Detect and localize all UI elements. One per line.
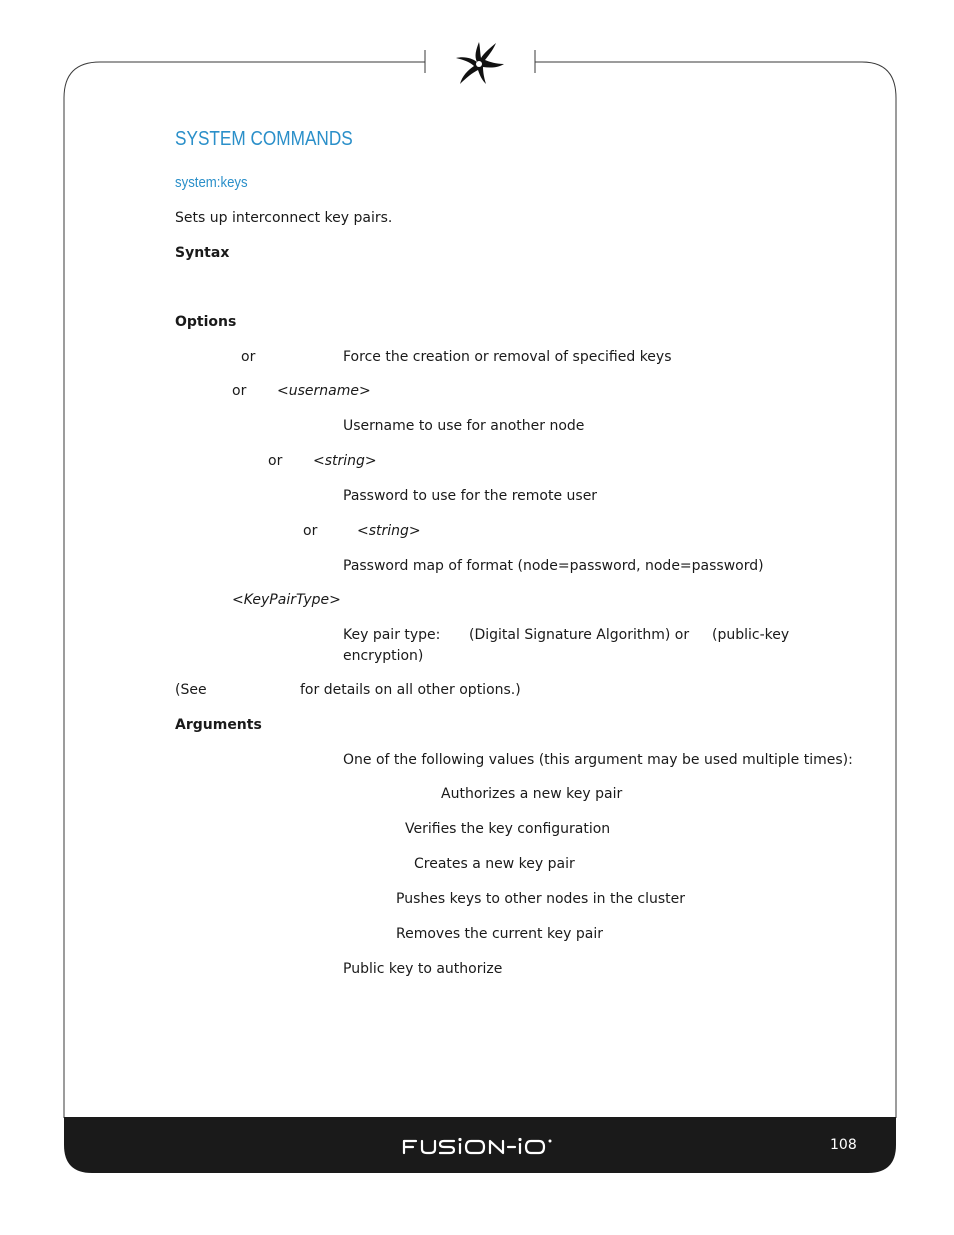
option-force-description: Force the creation or removal of specified keys: [343, 349, 672, 365]
option-user-arg: <username>: [277, 383, 371, 399]
option-force-or: or: [241, 349, 256, 365]
option-password-map-description: Password map of format (node=password, node=password): [343, 558, 764, 574]
command-description: Sets up interconnect key pairs.: [175, 210, 393, 226]
argument-value-push: Pushes keys to other nodes in the cluster: [396, 891, 686, 907]
option-keytype-arg: <KeyPairType>: [232, 592, 341, 608]
argument-public-key: Public key to authorize: [343, 961, 503, 977]
arguments-heading: Arguments: [175, 717, 262, 733]
argument-value-remove: Removes the current key pair: [396, 926, 604, 942]
option-user-description: Username to use for another node: [343, 418, 585, 434]
option-password-or: or: [268, 453, 283, 469]
option-user-or: or: [232, 383, 247, 399]
subsection-title: system:keys: [175, 174, 248, 191]
option-password-map-or: or: [303, 523, 318, 539]
argument-value-check: Verifies the key configuration: [405, 821, 611, 837]
argument-value-create: Creates a new key pair: [414, 856, 575, 872]
syntax-heading: Syntax: [175, 245, 230, 261]
option-keytype-description-c: (public-key: [712, 627, 790, 643]
argument-value-authorize: Authorizes a new key pair: [441, 786, 623, 802]
fusion-io-wordmark-logo: [402, 1136, 554, 1156]
page-number: 108: [830, 1137, 857, 1153]
option-keytype-description-b: (Digital Signature Algorithm) or: [469, 627, 690, 643]
option-keytype-description-a: Key pair type:: [343, 627, 441, 643]
options-heading: Options: [175, 314, 237, 330]
option-password-description: Password to use for the remote user: [343, 488, 598, 504]
option-password-arg: <string>: [313, 453, 377, 469]
option-password-map-arg: <string>: [357, 523, 421, 539]
arguments-intro: One of the following values (this argument may be used multiple times):: [343, 752, 853, 768]
see-reference-prefix: (See: [175, 682, 207, 698]
option-keytype-description-d: encryption): [343, 648, 424, 664]
section-title: SYSTEM COMMANDS: [175, 128, 353, 150]
see-reference-suffix: for details on all other options.): [300, 682, 521, 698]
fusion-io-star-logo-icon: [452, 40, 506, 86]
